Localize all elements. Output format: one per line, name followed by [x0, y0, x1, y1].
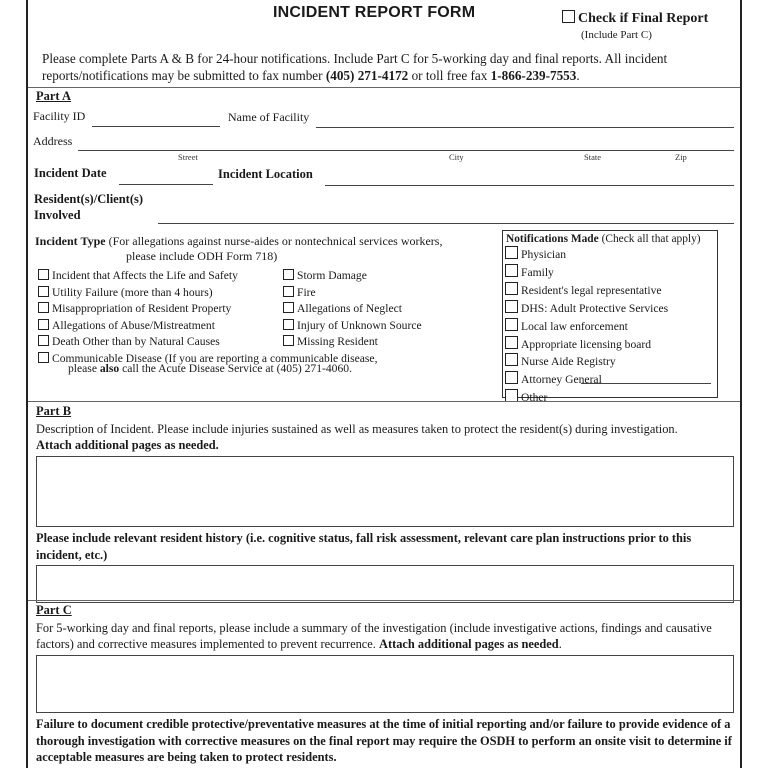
option-label: Communicable Disease (If you are reporting a communicable disease,	[52, 351, 378, 365]
investigation-summary-field[interactable]	[36, 655, 734, 713]
checkbox-icon[interactable]	[283, 286, 294, 297]
incident-location-field[interactable]	[325, 185, 734, 186]
final-report-label: Check if Final Report	[578, 11, 709, 26]
notification-option[interactable]	[505, 353, 668, 371]
facility-id-field[interactable]	[92, 126, 220, 127]
checkbox-icon[interactable]	[505, 353, 518, 366]
incident-type-note: (For allegations against nurse-aides or nontechnical services workers,	[108, 234, 443, 248]
final-report-checkbox[interactable]	[562, 10, 708, 27]
facility-id-label: Facility ID	[33, 109, 86, 123]
part-a-heading: Part A	[36, 89, 72, 103]
option-label: Fire	[297, 285, 316, 299]
checkbox-icon[interactable]	[283, 319, 294, 330]
incident-type-option[interactable]	[283, 285, 422, 302]
notification-option[interactable]	[505, 318, 668, 336]
notifications-note: (Check all that apply)	[601, 233, 701, 245]
incident-date-label: Incident Date	[34, 166, 107, 180]
option-label: Storm Damage	[297, 269, 367, 282]
option-label: Death Other than by Natural Causes	[52, 335, 220, 348]
address-field[interactable]	[78, 150, 734, 151]
incident-type-option[interactable]	[283, 268, 422, 285]
description-text: Description of Incident. Please include injuries sustained as well as measures taken to protect the resident(s) during investigation.	[36, 422, 678, 436]
divider	[28, 600, 740, 601]
checkbox-icon[interactable]	[38, 352, 49, 363]
option-label: Injury of Unknown Source	[297, 318, 422, 332]
description-text: For 5-working day and final reports, please include a summary of the investigation (include investigative actions, findings and causative factors) and corrective measures implemented to prevent recurrence.	[36, 621, 712, 651]
checkbox-icon[interactable]	[505, 246, 518, 259]
option-label: Allegations of Abuse/Mistreatment	[52, 318, 215, 332]
incident-type-right-list	[283, 268, 422, 351]
incident-description-field[interactable]	[36, 456, 734, 527]
other-field[interactable]	[581, 383, 711, 384]
checkbox-icon[interactable]	[505, 318, 518, 331]
checkbox-icon[interactable]	[283, 269, 294, 280]
resident-history-prompt: Please include relevant resident history (i.e. cognitive status, fall risk assessment, relevant care plan instructions prior to this incident, etc.)	[36, 531, 692, 562]
incident-type-heading	[35, 234, 442, 249]
incident-type-note-2: please include ODH Form 718)	[126, 249, 278, 263]
form-title: INCIDENT REPORT FORM	[273, 4, 476, 21]
checkbox-icon[interactable]	[38, 335, 49, 346]
form-page	[26, 0, 742, 768]
city-caption: City	[449, 152, 464, 162]
notifications-heading	[506, 233, 701, 245]
option-label: Incident that Affects the Life and Safety	[52, 269, 238, 282]
checkbox-icon[interactable]	[505, 336, 518, 349]
notification-option[interactable]	[505, 282, 668, 300]
residents-label-2: Involved	[34, 208, 81, 222]
option-label: Appropriate licensing board	[521, 337, 652, 351]
option-label: Physician	[521, 248, 567, 261]
part-b-heading: Part B	[36, 404, 72, 418]
notification-option[interactable]	[505, 336, 668, 354]
intro-paragraph	[42, 50, 742, 84]
checkbox-icon[interactable]	[283, 302, 294, 313]
facility-name-field[interactable]	[316, 127, 734, 128]
checkbox-icon[interactable]	[505, 300, 518, 313]
toll-free-fax: 1-866-239-7553	[490, 68, 577, 83]
checkbox-icon[interactable]	[38, 286, 49, 297]
incident-type-label: Incident Type	[35, 234, 106, 248]
option-label: Utility Failure (more than 4 hours)	[52, 285, 213, 299]
resident-history-field[interactable]	[36, 565, 734, 603]
zip-caption: Zip	[675, 152, 687, 162]
checkbox-icon[interactable]	[38, 269, 49, 280]
divider	[28, 87, 740, 88]
note-text-2: call the Acute Disease Service at (405) 271-4060.	[119, 362, 352, 375]
checkbox-icon[interactable]	[283, 335, 294, 346]
notification-option[interactable]	[505, 264, 668, 282]
checkbox-icon[interactable]	[38, 302, 49, 313]
option-label: Nurse Aide Registry	[521, 355, 616, 369]
option-label: Other	[521, 391, 548, 405]
facility-name-label: Name of Facility	[228, 110, 310, 124]
option-label: Local law enforcement	[521, 319, 628, 333]
note-bold: also	[99, 362, 120, 375]
checkbox-icon[interactable]	[505, 264, 518, 277]
residents-label: Resident(s)/Client(s)	[34, 192, 144, 206]
incident-type-option[interactable]	[283, 301, 422, 318]
attach-end: .	[558, 637, 562, 651]
communicable-note	[68, 361, 352, 378]
incident-type-option[interactable]	[283, 334, 422, 351]
part-b-description	[36, 421, 716, 453]
incident-type-option[interactable]	[283, 318, 422, 335]
attach-note: Attach additional pages as needed.	[36, 438, 219, 452]
state-caption: State	[584, 152, 601, 162]
notification-option[interactable]	[505, 371, 668, 389]
option-label: DHS: Adult Protective Services	[521, 301, 669, 315]
notification-option[interactable]	[505, 300, 668, 318]
note-text: please	[68, 362, 100, 375]
notifications-box	[502, 230, 718, 405]
part-c-heading: Part C	[36, 603, 72, 617]
option-label: Allegations of Neglect	[297, 302, 402, 315]
part-c-description	[36, 620, 740, 652]
option-label: Missing Resident	[297, 335, 378, 348]
divider	[28, 401, 740, 402]
residents-field[interactable]	[158, 223, 734, 224]
option-label: Family	[521, 265, 554, 279]
street-caption: Street	[178, 152, 198, 162]
option-label: Attorney General	[521, 373, 602, 387]
incident-date-field[interactable]	[119, 184, 213, 185]
incident-location-label: Incident Location	[218, 167, 313, 181]
notification-option[interactable]	[505, 389, 668, 407]
checkbox-icon[interactable]	[562, 10, 575, 23]
intro-text-2: or toll free fax	[408, 68, 491, 83]
checkbox-icon[interactable]	[505, 371, 518, 384]
attach-note: Attach additional pages as needed	[379, 637, 559, 651]
option-label: Resident's legal representative	[521, 283, 662, 297]
intro-text-3: .	[576, 68, 580, 83]
fax-number: (405) 271-4172	[325, 68, 409, 83]
notification-option[interactable]	[505, 246, 668, 264]
final-report-sub: (Include Part C)	[581, 29, 652, 41]
notifications-label: Notifications Made	[506, 233, 599, 245]
option-label: Misappropriation of Resident Property	[52, 302, 232, 315]
warning-paragraph: Failure to document credible protective/preventative measures at the time of initial reporting and/or failure to provide evidence of a thorough investigation with corrective measures on the final report may require the OSDH to perform an onsite visit to determine if acceptable measures are being taken to protect residents.	[36, 717, 732, 764]
checkbox-icon[interactable]	[38, 319, 49, 330]
intro-text: Please complete Parts A & B for 24-hour notifications. Include Part C for 5-working day and final reports. All incident reports/notifications may be submitted to fax number	[42, 51, 668, 83]
address-label: Address	[33, 134, 73, 148]
checkbox-icon[interactable]	[505, 282, 518, 295]
